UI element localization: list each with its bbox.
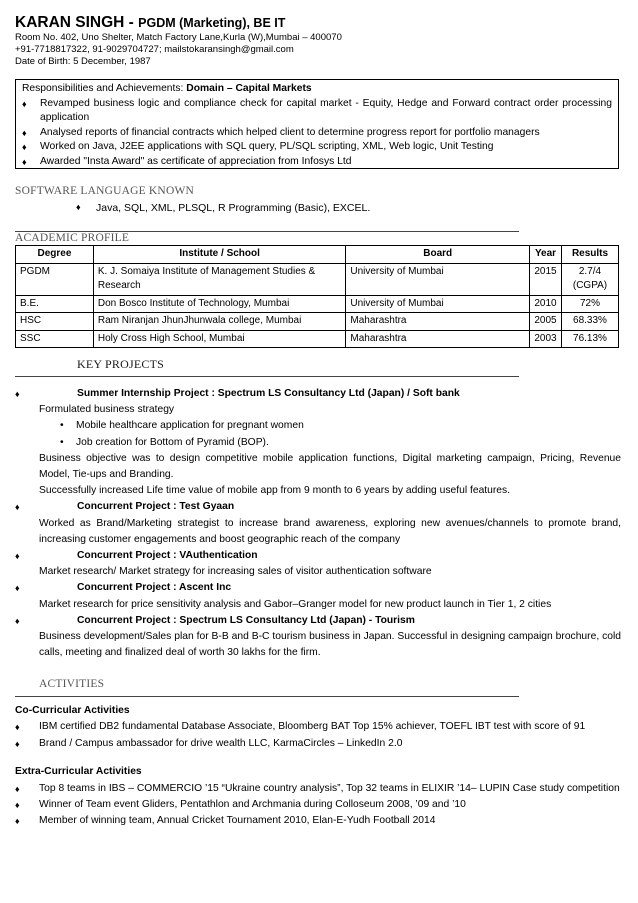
projects-list: [15, 386, 621, 661]
diamond-bullet-icon: ♦: [15, 551, 20, 562]
project-description: Business objective was to design competitive mobile application functions, Digital marketing campaign, Pricing, Revenue Model, Tie-ups and Branding.: [39, 452, 621, 481]
diamond-bullet-icon: ♦: [22, 142, 27, 152]
table-header-row: [16, 246, 619, 264]
contact-info: +91-7718817322, 91-9029704727; mailstokaransingh@gmail.com: [15, 44, 294, 55]
diamond-bullet-icon: ♦: [22, 127, 27, 138]
project-title: ♦ Concurrent Project : Test Gyaan: [15, 499, 621, 515]
diamond-bullet-icon: ♦: [22, 156, 27, 167]
section-divider: [15, 696, 519, 697]
header-degree: Degree: [16, 246, 94, 264]
round-bullet-icon: •: [60, 436, 64, 448]
project-title: ♦ Concurrent Project : VAuthentication: [15, 548, 621, 564]
responsibilities-box: [15, 79, 619, 169]
list-item: ♦ Winner of Team event Gliders, Pentathlon and Archmania during Colloseum 2008, ’09 and ’10: [15, 797, 621, 813]
project-sub-list: [15, 418, 621, 450]
diamond-bullet-icon: ♦: [15, 722, 20, 733]
software-list: [76, 202, 370, 214]
candidate-degree: PGDM (Marketing), BE IT: [138, 16, 286, 30]
extra-curricular-heading: Extra-Curricular Activities: [15, 766, 142, 778]
list-item: ♦ Brand / Campus ambassador for drive wealth LLC, KarmaCircles – LinkedIn 2.0: [15, 736, 621, 752]
academic-table: [15, 245, 619, 348]
project-title: ♦ Concurrent Project : Ascent Inc: [15, 580, 621, 596]
responsibilities-heading: Responsibilities and Achievements: Domain – Capital Markets: [22, 83, 312, 94]
project-description: Market research for price sensitivity analysis and Gabor–Granger model for new product launch in Tier 1, 2 cities: [39, 598, 552, 610]
activities-section-title: ACTIVITIES: [39, 678, 105, 690]
co-curricular-heading: Co-Curricular Activities: [15, 705, 130, 716]
software-section-title: SOFTWARE LANGUAGE KNOWN: [15, 185, 195, 197]
header-institute: Institute / School: [93, 246, 345, 264]
diamond-bullet-icon: ♦: [22, 98, 27, 109]
candidate-name-line: [15, 14, 615, 32]
list-item: ♦ Member of winning team, Annual Cricket Tournament 2010, Elan-E-Yudh Football 2014: [15, 813, 621, 829]
table-row: B.E. Don Bosco Institute of Technology, Mumbai University of Mumbai 2010 72%: [16, 295, 619, 313]
project-description: Successfully increased Life time value of mobile app from 9 month to 6 years by adding useful features.: [39, 485, 511, 497]
diamond-bullet-icon: ♦: [15, 389, 20, 399]
table-row: HSC Ram Niranjan JhunJhunwala college, Mumbai Maharashtra 2005 68.33%: [16, 313, 619, 331]
resume-header: [15, 14, 615, 68]
address: Room No. 402, Uno Shelter, Match Factory Lane,Kurla (W),Mumbai – 400070: [15, 32, 342, 43]
project-title: ♦ Concurrent Project : Spectrum LS Consultancy Ltd (Japan) - Tourism: [15, 613, 621, 629]
responsibility-item: ♦ Worked on Java, J2EE applications with SQL query, PL/SQL scripting, XML, Web logic, Unit Testing: [22, 140, 612, 155]
responsibility-item: ♦ Revamped business logic and compliance check for capital market - Equity, Hedge and Forward contract order processing application: [22, 97, 612, 126]
list-item: ♦ IBM certified DB2 fundamental Database Associate, Bloomberg BAT Top 15% achiever, TOEFL IBT test with score of 91: [15, 719, 621, 735]
date-of-birth: Date of Birth: 5 December, 1987: [15, 56, 151, 67]
projects-section-title: KEY PROJECTS: [77, 357, 164, 371]
list-item: ♦ Top 8 teams in IBS – COMMERCIO ’15 “Ukraine country analysis”, Top 32 teams in ELIXIR ’14– LUPIN Case study competition: [15, 781, 621, 797]
responsibility-item: ♦ Awarded "Insta Award" as certificate of appreciation from Infosys Ltd: [22, 155, 612, 170]
activities-list: [15, 703, 621, 830]
list-item: • Mobile healthcare application for pregnant women: [60, 418, 621, 434]
section-divider: [15, 376, 519, 377]
academic-section-title: ACADEMIC PROFILE: [15, 232, 130, 244]
domain-label: Domain – Capital Markets: [186, 83, 312, 94]
header-results: Results: [562, 246, 619, 264]
diamond-bullet-icon: ♦: [76, 202, 81, 212]
table-row: SSC Holy Cross High School, Mumbai Maharashtra 2003 76.13%: [16, 330, 619, 348]
software-text: Java, SQL, XML, PLSQL, R Programming (Basic), EXCEL.: [96, 202, 371, 214]
diamond-bullet-icon: ♦: [15, 583, 20, 594]
diamond-bullet-icon: ♦: [15, 615, 20, 626]
diamond-bullet-icon: ♦: [15, 800, 20, 811]
project-description: Market research/ Market strategy for increasing sales of visitor authentication software: [39, 566, 432, 578]
responsibility-item: ♦ Analysed reports of financial contracts which helped client to determine progress report for portfolio managers: [22, 126, 612, 141]
diamond-bullet-icon: ♦: [15, 783, 20, 794]
diamond-bullet-icon: ♦: [15, 816, 20, 827]
table-row: PGDM K. J. Somaiya Institute of Management Studies & Research University of Mumbai 2015 2.7/4 (CGPA): [16, 263, 619, 295]
project-description: Worked as Brand/Marketing strategist to increase brand awareness, exploring new avenues/channels to promote brand, increasing customer engagements and boost geographic reach of the company: [39, 517, 621, 545]
header-year: Year: [530, 246, 562, 264]
project-title: ♦ Summer Internship Project : Spectrum LS Consultancy Ltd (Japan) / Soft bank: [15, 386, 621, 402]
header-board: Board: [346, 246, 530, 264]
list-item: • Job creation for Bottom of Pyramid (BOP).: [60, 435, 621, 451]
project-description: Business development/Sales plan for B-B and B-C tourism business in Japan. Successful in designing campaign brochure, cold calls, meeting and finalized deal of worth 30 lakhs for the firm.: [39, 631, 621, 659]
project-description: Formulated business strategy: [39, 404, 175, 416]
candidate-name: KARAN SINGH -: [15, 14, 139, 31]
round-bullet-icon: •: [60, 420, 64, 432]
diamond-bullet-icon: ♦: [15, 502, 20, 513]
diamond-bullet-icon: ♦: [15, 738, 20, 749]
